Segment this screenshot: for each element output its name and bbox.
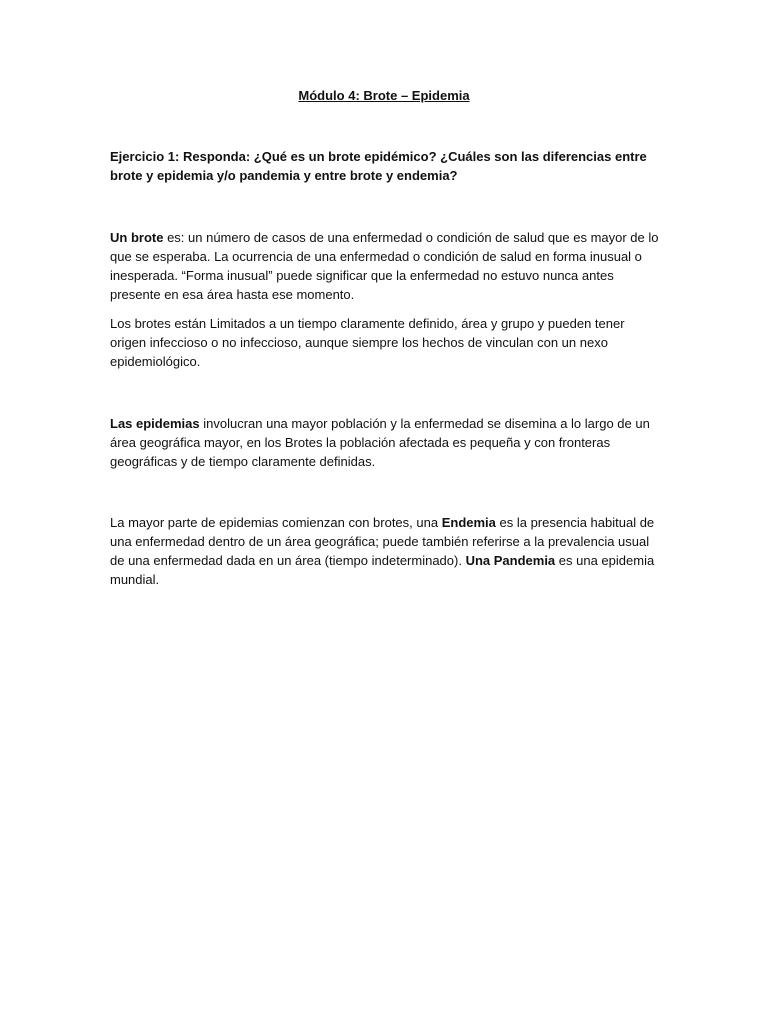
paragraph-brote [110,228,660,304]
pandemia-definition: es una epidemia mundial. [110,553,655,587]
epidemias-definition: involucran una mayor población y la enfermedad se disemina a lo largo de un área geográfica mayor, en los Brotes la población afectada es pequeña y con fronteras geográficas y de tiempo claramente definidas. [110,416,650,469]
document-title: Módulo 4: Brote – Epidemia [298,88,470,103]
epidemias-term: Las epidemias [110,416,200,431]
brote-term: Un brote [110,230,164,245]
paragraph-epidemias [110,414,660,471]
endemia-term: Endemia [441,515,496,530]
endemia-intro: La mayor parte de epidemias comienzan con brotes, una [110,515,442,530]
exercise-prompt: Ejercicio 1: Responda: ¿Qué es un brote epidémico? ¿Cuáles son las diferencias entre brote y epidemia y/o pandemia y entre brote y endemia? [110,149,647,183]
paragraph-brote-limits: Los brotes están Limitados a un tiempo claramente definido, área y grupo y pueden tener origen infeccioso o no infeccioso, aunque siempre los hechos de vinculan con un nexo epidemiológico. [110,316,625,369]
brote-definition: es: un número de casos de una enfermedad o condición de salud que es mayor de lo que se esperaba. La ocurrencia de una enfermedad o condición de salud en forma inusual o inesperada. “Forma inusual” puede significar que la enfermedad no estuvo nunca antes presente en esa área hasta ese momento. [110,230,659,302]
endemia-definition: es la presencia habitual de una enfermedad dentro de un área geográfica; puede también referirse a la prevalencia usual de una enfermedad dada en un área (tiempo indeterminado). [110,515,655,568]
paragraph-endemia-pandemia [110,513,660,589]
pandemia-term: Una Pandemia [465,553,556,568]
